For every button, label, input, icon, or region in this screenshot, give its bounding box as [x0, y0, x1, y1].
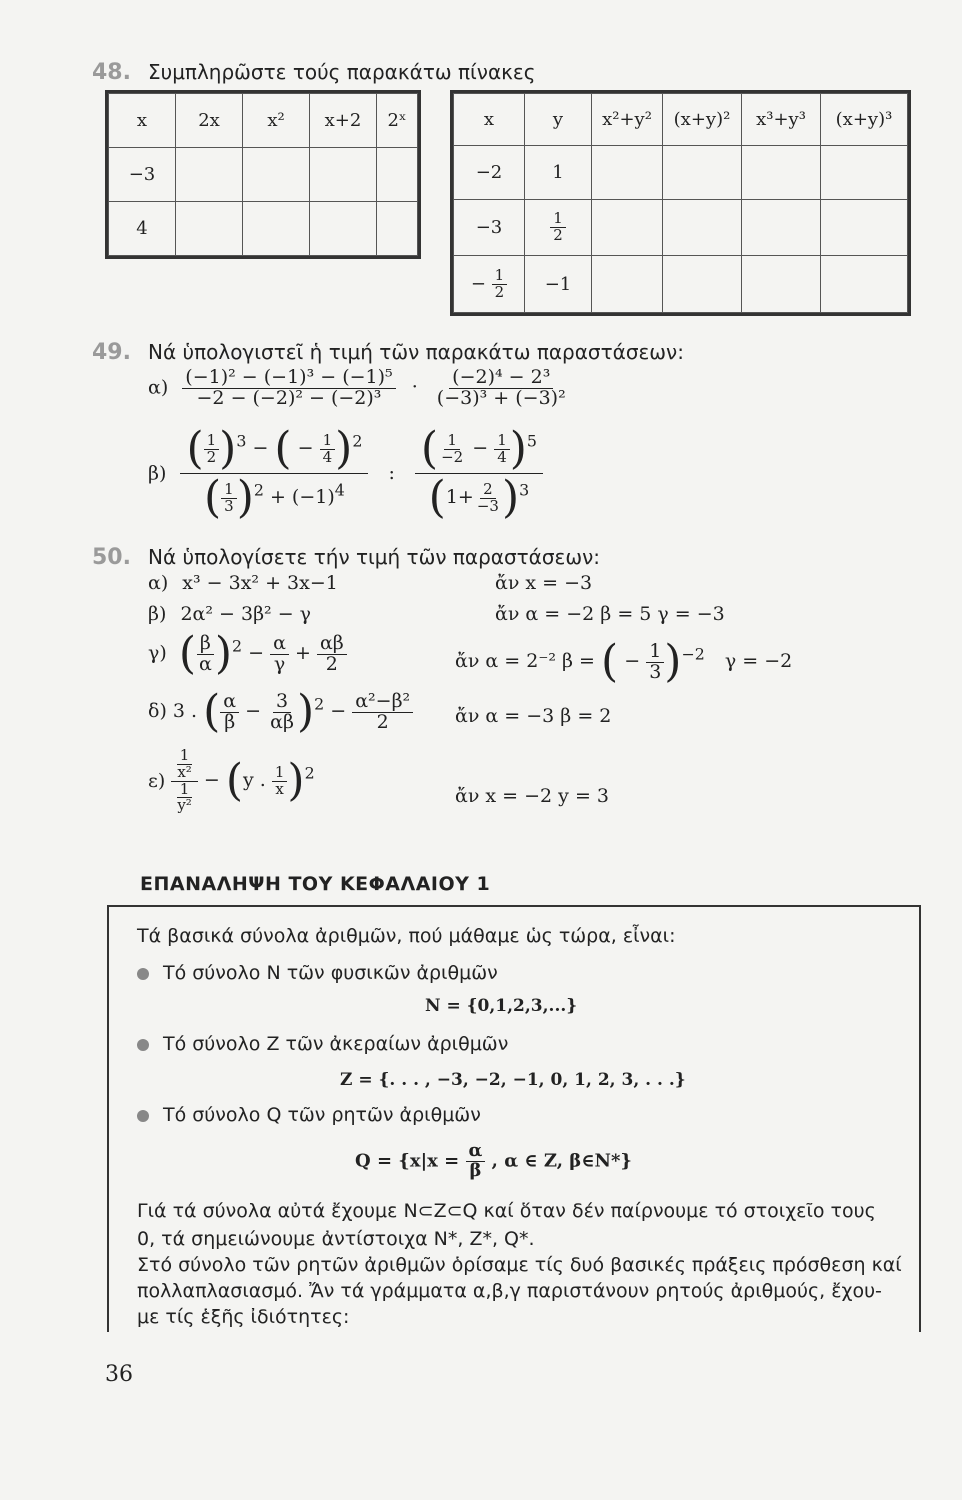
table-2-header: x — [454, 94, 525, 146]
item-label: β) — [148, 462, 167, 485]
item-label: ε) — [148, 770, 166, 792]
set-z: Z = {. . . , −3, −2, −1, 0, 1, 2, 3, . . .} — [340, 1070, 686, 1090]
operator: : — [388, 461, 395, 484]
exercise-50-e: ε) $\frac{\frac{1}{\text{x²}}}{\frac{1}{\text{y²}}}$ − (y . $\frac{1}{x}$ )$^2$ — [148, 746, 315, 815]
review-item-n — [137, 962, 498, 984]
fraction-den: ( $\frac{1}{3}$ )$^2 + (-1)^4$ — [203, 472, 345, 523]
table-2-cell: −2 — [454, 146, 525, 200]
exercise-50-d-condition: ἄν α = −3 β = 2 — [455, 705, 612, 727]
fraction — [182, 368, 395, 409]
fraction — [415, 425, 543, 522]
table-1-cell — [377, 148, 418, 202]
fraction-num: (−1)² − (−1)³ − (−1)⁵ — [182, 368, 395, 389]
bullet-icon — [137, 968, 149, 980]
table-2-cell: −1 — [525, 256, 592, 313]
table-1-frame — [105, 90, 421, 259]
fraction-den: 2 — [494, 282, 505, 301]
expression: 2α² − 3β² − γ — [180, 603, 312, 625]
table-2-header: x²+y² — [592, 94, 663, 146]
table-2-header: (x+y)² — [663, 94, 742, 146]
fraction-num: α — [466, 1142, 486, 1162]
item-label: α) — [148, 376, 169, 399]
review-paragraph-2: 0, τά σημειώνουμε ἀντίστοιχα N*, Z*, Q*. — [137, 1228, 535, 1250]
table-1-cell — [243, 148, 310, 202]
exercise-50-e-condition: ἄν x = −2 y = 3 — [455, 785, 610, 807]
review-item-q — [137, 1104, 481, 1126]
table-1-header: 2ˣ — [377, 94, 418, 148]
fraction — [466, 1142, 486, 1181]
exercise-48-number: 48. — [92, 60, 131, 85]
exercise-49-number: 49. — [92, 340, 131, 365]
operator: · — [411, 376, 418, 399]
table-2-cell — [742, 200, 821, 256]
table-2-frame — [450, 90, 911, 316]
table-1-cell — [243, 202, 310, 256]
table-1-header: 2x — [176, 94, 243, 148]
review-paragraph-3: Στό σύνολο τῶν ρητῶν ἀριθμῶν ὁρίσαμε τίς δυό βασικές πράξεις πρόσθεση καί — [137, 1254, 902, 1276]
review-paragraph-4: πολλαπλασιασμό. Ἄν τά γράμματα α,β,γ παριστάνουν ρητούς ἀριθμούς, ἔχου- — [137, 1280, 882, 1302]
table-1-cell — [176, 202, 243, 256]
table-1-cell — [377, 202, 418, 256]
exercise-50-c: γ) ( $\frac{\beta}{\alpha}$ )$^2$ − $\frac{\alpha}{\gamma}$ + $\frac{\alpha\beta}{2}$ — [148, 632, 347, 676]
table-2 — [453, 93, 908, 313]
table-2-cell: 1 — [525, 146, 592, 200]
item-label: γ) — [148, 642, 167, 664]
set-q-right: , α ∈ Z, β∈N*} — [491, 1150, 632, 1172]
exercise-50-number: 50. — [92, 545, 131, 570]
table-2-cell — [454, 256, 525, 313]
fraction-num: (−2)⁴ − 2³ — [449, 368, 553, 389]
table-1-cell — [176, 148, 243, 202]
fraction — [434, 368, 569, 409]
table-1-cell — [310, 202, 377, 256]
review-item-label: Τό σύνολο N τῶν φυσικῶν ἀριθμῶν — [163, 962, 498, 984]
table-2-header: y — [525, 94, 592, 146]
exercise-50-text: Νά ὑπολογίσετε τήν τιμή τῶν παραστάσεων: — [148, 545, 601, 569]
condition: γ = −2 — [724, 650, 793, 672]
table-2-cell — [663, 256, 742, 313]
table-2-cell — [525, 200, 592, 256]
table-2-cell — [742, 146, 821, 200]
table-2-cell — [592, 256, 663, 313]
condition: ἄν α = 2⁻² β = — [455, 650, 595, 672]
table-2-cell — [821, 146, 908, 200]
fraction-num: 1 — [492, 268, 508, 285]
table-1-header: x — [109, 94, 176, 148]
fraction — [550, 211, 566, 244]
review-paragraph-5: με τίς ἑξῆς ἰδιότητες: — [137, 1306, 350, 1328]
item-label: δ) — [148, 700, 167, 722]
expression: x³ − 3x² + 3x−1 — [182, 572, 338, 594]
item-label: β) — [148, 603, 167, 625]
fraction: $\frac{\frac{1}{\text{x²}}}{\frac{1}{\text{y²}}}$ — [171, 748, 198, 814]
table-2-cell — [821, 256, 908, 313]
item-label: α) — [148, 572, 169, 594]
exercise-50-b-condition: ἄν α = −2 β = 5 γ = −3 — [495, 603, 725, 625]
review-item-label: Τό σύνολο Q τῶν ρητῶν ἀριθμῶν — [163, 1104, 481, 1126]
exercise-50-b — [148, 603, 311, 625]
exercise-49-text: Νά ὑπολογιστεῖ ἡ τιμή τῶν παρακάτω παραστάσεων: — [148, 340, 684, 364]
fraction-num: 1 — [550, 211, 566, 228]
exercise-50-c-condition: ἄν α = 2⁻² β = ( − $\frac{1}{3}$ )$^{-2}$ γ = −2 — [455, 636, 793, 687]
table-2-header: x³+y³ — [742, 94, 821, 146]
sign: − — [470, 273, 486, 294]
table-2-cell: −3 — [454, 200, 525, 256]
bullet-icon — [137, 1039, 149, 1051]
review-paragraph-1: Γιά τά σύνολα αὐτά ἔχουμε N⊂Z⊂Q καί ὅταν δέν παίρνουμε τό στοιχεῖο τους — [137, 1200, 876, 1222]
fraction — [492, 265, 508, 301]
table-1-header: x+2 — [310, 94, 377, 148]
table-1-header: x² — [243, 94, 310, 148]
set-n: N = {0,1,2,3,...} — [425, 996, 578, 1016]
review-intro: Τά βασικά σύνολα ἀριθμῶν, πού μάθαμε ὡς τώρα, εἶναι: — [137, 925, 676, 947]
review-title: ΕΠΑΝΑΛΗΨΗ ΤΟΥ ΚΕΦΑΛΑΙΟΥ 1 — [140, 873, 491, 895]
fraction-den: 2 — [553, 226, 563, 244]
exercise-48-text: Συμπληρῶστε τούς παρακάτω πίνακες — [148, 60, 536, 84]
table-1 — [108, 93, 418, 256]
exercise-50-a — [148, 572, 338, 594]
table-2-cell — [821, 200, 908, 256]
table-2-cell — [742, 256, 821, 313]
exercise-49-a — [148, 368, 569, 409]
set-q-left: Q = {x|x = — [355, 1150, 460, 1172]
fraction-num: ( $\frac{1}{2}$ )$^3$ − ( − $\frac{1}{4}$ )$^2$ — [180, 425, 368, 474]
table-2-cell — [663, 200, 742, 256]
review-item-z — [137, 1033, 508, 1055]
fraction-den: (−3)³ + (−3)² — [436, 386, 566, 409]
fraction-num: ( $\frac{1}{-2}$ − $\frac{1}{4}$ )$^5$ — [415, 425, 543, 474]
exercise-49-b — [148, 425, 543, 522]
table-2-cell — [663, 146, 742, 200]
bullet-icon — [137, 1110, 149, 1122]
set-q — [355, 1142, 632, 1181]
table-2-cell — [592, 146, 663, 200]
table-2-header: (x+y)³ — [821, 94, 908, 146]
fraction-den: −2 − (−2)² − (−2)³ — [196, 386, 382, 409]
table-1-cell: −3 — [109, 148, 176, 202]
exercise-50-a-condition: ἄν x = −3 — [495, 572, 593, 594]
table-1-cell — [310, 148, 377, 202]
fraction — [180, 425, 368, 522]
review-item-label: Τό σύνολο Z τῶν ἀκεραίων ἀριθμῶν — [163, 1033, 509, 1055]
table-1-cell: 4 — [109, 202, 176, 256]
fraction-den: β — [469, 1159, 482, 1181]
exercise-50-d: δ) 3 . ( $\frac{\alpha}{\beta}$ − $\frac{3}{\alpha\beta}$ )$^2$ − $\frac{\text{α²−β²}}{2}$ — [148, 690, 413, 734]
table-2-cell — [592, 200, 663, 256]
fraction-den: (1+ $\frac{2}{-3}$ )$^3$ — [428, 472, 530, 523]
page-number: 36 — [105, 1362, 133, 1387]
